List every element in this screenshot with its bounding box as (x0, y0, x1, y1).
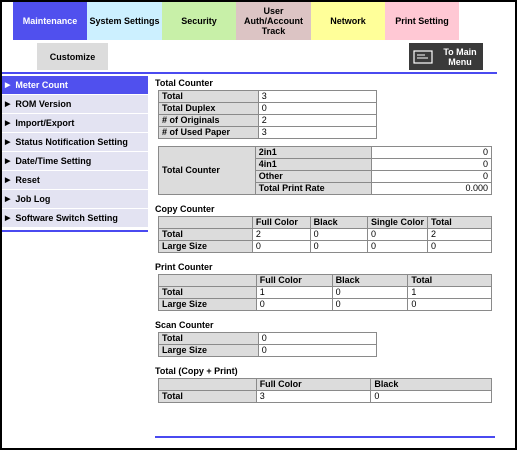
row-label: Total (159, 229, 253, 241)
table-row (159, 115, 377, 127)
sidebar-item-label: Status Notification Setting (15, 137, 128, 147)
cell-value: 0 (367, 229, 427, 241)
row-label: Total (159, 287, 257, 299)
cell-value: 0 (310, 229, 367, 241)
sidebar-item-label: Job Log (15, 194, 51, 204)
column-header: Total (427, 217, 491, 229)
sidebar-divider (2, 230, 148, 232)
tab-label: System Settings (89, 16, 160, 26)
table-row (159, 91, 377, 103)
column-header: Black (371, 379, 492, 391)
tab-label: Network (330, 16, 366, 26)
scan-counter-title: Scan Counter (155, 320, 214, 330)
row-value: 0 (258, 345, 376, 357)
tab-maintenance[interactable] (13, 2, 87, 40)
table-row (159, 333, 377, 345)
triangle-right-icon: ▶ (5, 177, 11, 184)
table-row (159, 103, 377, 115)
sidebar-item-reset[interactable] (2, 171, 148, 190)
cell-value: 0 (367, 241, 427, 253)
monitor-icon (413, 50, 433, 64)
sidebar (2, 76, 148, 232)
cell-value: 1 (408, 287, 492, 299)
column-header (159, 217, 253, 229)
column-header: Full Color (256, 379, 371, 391)
table-row (159, 391, 492, 403)
tab-print-setting[interactable] (385, 2, 459, 40)
triangle-right-icon: ▶ (5, 196, 11, 203)
row-label: # of Originals (159, 115, 259, 127)
row-label: Total (159, 91, 259, 103)
column-header: Full Color (252, 217, 310, 229)
sidebar-item-job-log[interactable] (2, 190, 148, 209)
copy-print-total-table (158, 378, 492, 403)
tab-security[interactable] (162, 2, 236, 40)
column-header: Full Color (256, 275, 332, 287)
sidebar-item-import-export[interactable] (2, 114, 148, 133)
column-header: Single Color (367, 217, 427, 229)
tab-label: Security (181, 16, 217, 26)
triangle-right-icon: ▶ (5, 120, 11, 127)
header-divider (2, 72, 497, 74)
cell-value: 0 (310, 241, 367, 253)
row-value: 0 (371, 147, 491, 159)
table-header-row (159, 217, 492, 229)
print-counter-table (158, 274, 492, 311)
row-value: 0 (371, 159, 491, 171)
column-header (159, 379, 257, 391)
row-label: Total (159, 391, 257, 403)
triangle-right-icon: ▶ (5, 139, 11, 146)
sidebar-item-label: Date/Time Setting (15, 156, 92, 166)
sidebar-item-meter-count[interactable] (2, 76, 148, 95)
tab-network[interactable] (311, 2, 385, 40)
row-label: # of Used Paper (159, 127, 259, 139)
row-value: 0 (258, 333, 376, 345)
table-row (159, 127, 377, 139)
table-row (159, 299, 492, 311)
sidebar-item-software-switch-setting[interactable] (2, 209, 148, 228)
tab-label: User Auth/Account Track (244, 6, 303, 36)
table-header-row (159, 275, 492, 287)
row-label: Total Duplex (159, 103, 259, 115)
main-content (155, 77, 495, 403)
total-counter-title: Total Counter (155, 78, 213, 88)
cell-value: 0 (332, 299, 408, 311)
triangle-right-icon: ▶ (5, 101, 11, 108)
tab-label: Print Setting (395, 16, 449, 26)
table-row (159, 229, 492, 241)
scan-counter-table (158, 332, 377, 357)
column-header: Black (310, 217, 367, 229)
cell-value: 0 (332, 287, 408, 299)
table-row (159, 147, 492, 159)
row-value: 3 (258, 91, 376, 103)
row-label: 4in1 (255, 159, 371, 171)
tab-label: Maintenance (22, 16, 78, 26)
to-main-menu-button[interactable] (409, 43, 483, 70)
row-label: Large Size (159, 345, 259, 357)
print-counter-title: Print Counter (155, 262, 213, 272)
sidebar-item-label: ROM Version (15, 99, 72, 109)
cell-value: 0 (427, 241, 491, 253)
cell-value: 1 (256, 287, 332, 299)
table-row (159, 287, 492, 299)
sidebar-item-label: Meter Count (15, 80, 68, 90)
tab-customize[interactable] (37, 43, 108, 70)
sidebar-item-status-notification-setting[interactable] (2, 133, 148, 152)
row-value: 0 (371, 171, 491, 183)
copy-print-total-title: Total (Copy + Print) (155, 366, 238, 376)
content-divider (155, 436, 495, 438)
copy-counter-table (158, 216, 492, 253)
triangle-right-icon: ▶ (5, 158, 11, 165)
sidebar-item-label: Software Switch Setting (15, 213, 118, 223)
group-label: Total Counter (159, 147, 256, 195)
cell-value: 3 (256, 391, 371, 403)
row-label: Large Size (159, 241, 253, 253)
sidebar-item-date-time-setting[interactable] (2, 152, 148, 171)
row-value: 0.000 (371, 183, 491, 195)
cell-value: 0 (371, 391, 492, 403)
total-counter-table (158, 90, 377, 139)
copy-counter-title: Copy Counter (155, 204, 215, 214)
triangle-right-icon: ▶ (5, 215, 11, 222)
total-counter-detail-table (158, 146, 492, 195)
to-main-menu-label: To Main Menu (443, 46, 477, 67)
row-label: Total Print Rate (255, 183, 371, 195)
column-header: Black (332, 275, 408, 287)
row-label: 2in1 (255, 147, 371, 159)
cell-value: 0 (252, 241, 310, 253)
cell-value: 2 (427, 229, 491, 241)
column-header (159, 275, 257, 287)
row-label: Other (255, 171, 371, 183)
cell-value: 0 (256, 299, 332, 311)
table-row (159, 241, 492, 253)
row-label: Total (159, 333, 259, 345)
column-header: Total (408, 275, 492, 287)
cell-value: 2 (252, 229, 310, 241)
row-value: 2 (258, 115, 376, 127)
triangle-right-icon: ▶ (5, 82, 11, 89)
tab-user-auth-account-track[interactable] (236, 2, 311, 40)
sidebar-item-label: Reset (15, 175, 40, 185)
tab-system-settings[interactable] (87, 2, 162, 40)
row-value: 3 (258, 127, 376, 139)
cell-value: 0 (408, 299, 492, 311)
sidebar-item-rom-version[interactable] (2, 95, 148, 114)
tab-customize-label: Customize (49, 51, 96, 62)
table-row (159, 345, 377, 357)
table-header-row (159, 379, 492, 391)
row-value: 0 (258, 103, 376, 115)
sidebar-item-label: Import/Export (15, 118, 75, 128)
row-label: Large Size (159, 299, 257, 311)
